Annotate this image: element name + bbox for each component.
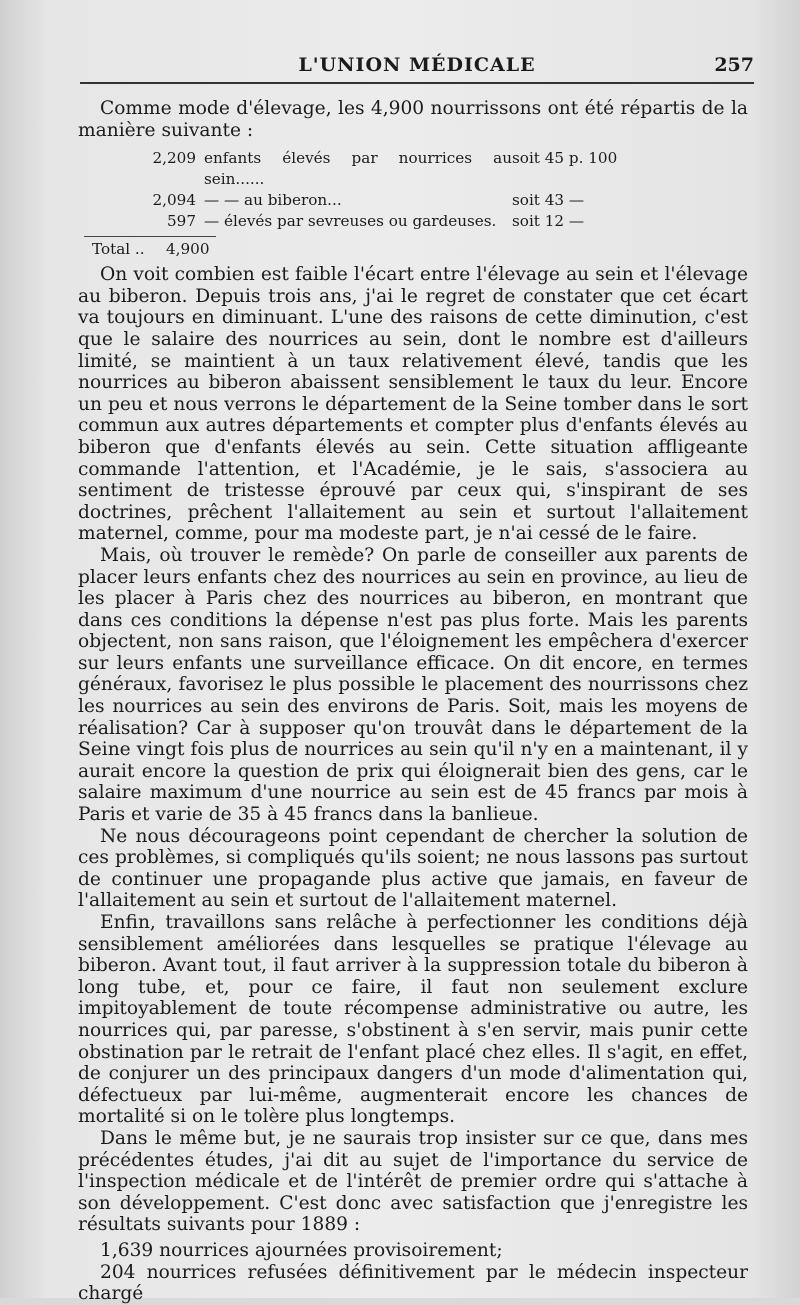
page-number: 257 (714, 54, 754, 76)
stats-share: soit 45 p. 100 (512, 149, 618, 168)
total-label: Total .. (92, 240, 145, 259)
paragraph: Ne nous décourageons point cependant de chercher la solution de ces problèmes, si compliqués qu'ils soient; ne nous lassons pas surtout de continuer une propagande plus active que jamais, en faveur de l'allaitement au sein et surtout de l'allaitement maternel. (78, 825, 748, 912)
body-text (78, 98, 748, 1305)
total-value: 4,900 (166, 240, 210, 259)
stats-share: soit 12 — (512, 212, 585, 231)
total-rule (84, 236, 216, 237)
stats-row (78, 190, 748, 211)
stats-description: enfants élevés par nourrices au sein...... (204, 149, 512, 189)
results-list (78, 1240, 748, 1305)
paragraph: Mais, où trouver le remède? On parle de conseiller aux parents de placer leurs enfants chez des nourrices au sein en province, au lieu de les placer à Paris chez des nourrices au biberon, en montrant que dans ces conditions la dépense n'est pas plus forte. Mais les parents objectent, non sans raison, que l'éloignement les empêchera d'exercer sur leurs enfants une surveillance efficace. On dit encore, en termes généraux, favorisez le plus possible le placement des nourrissons chez les nourrices au sein des environs de Paris. Soit, mais les moyens de réalisation? Car à supposer qu'on trouvât dans le département de la Seine vingt fois plus de nourrices au sein qu'il n'y en a maintenant, il y aurait encore la question de prix qui éloignerait bien des gens, car le salaire maximum d'une nourrice au sein est de 45 francs par mois à Paris et varie de 35 à 45 francs dans la banlieue. (78, 544, 748, 826)
running-title: L'UNION MÉDICALE (298, 54, 536, 76)
paragraph: Dans le même but, je ne saurais trop insister sur ce que, dans mes précédentes études, j'ai dit au sujet de l'importance du service de l'inspection médicale et de l'intérêt de premier ordre qui s'attache à son développement. C'est donc avec satisfaction que j'enregistre les résultats suivants pour 1889 : (78, 1127, 748, 1236)
paragraph: Enfin, travaillons sans relâche à perfectionner les conditions déjà sensiblement améliorées dans lesquelles se pratique l'élevage au biberon. Avant tout, il faut arriver à la suppression totale du biberon à long tube, et, pour ce faire, il faut non seulement exclure impitoyablement de toute récompense administrative ou autre, les nourrices qui, par paresse, s'obstinent à s'en servir, mais punir cette obstination par le retrait de l'enfant placé chez elles. Il s'agit, en effet, de conjurer un des principaux dangers d'un mode d'alimentation qui, défectueux par lui-même, augmenterait encore les chances de mortalité si on le tolère plus longtemps. (78, 912, 748, 1128)
list-item: 204 nourrices refusées définitivement par le médecin inspecteur chargé (78, 1261, 748, 1305)
stats-count: 597 (167, 212, 196, 231)
stats-total-row (78, 239, 748, 260)
stats-description: — — au biberon... (204, 191, 342, 210)
paragraph: On voit combien est faible l'écart entre l'élevage au sein et l'élevage au biberon. Depuis trois ans, j'ai le regret de constater que cet écart va toujours en diminuant. L'une des raisons de cette diminution, c'est que le salaire des nourrices au sein, dont le nombre est d'ailleurs limité, se maintient à un taux relativement élevé, tandis que les nourrices au biberon abaissent sensiblement le taux du leur. Encore un peu et nous verrons le département de la Seine tomber dans le sort commun aux autres départements et compter plus d'enfants élevés au biberon que d'enfants élevés au sein. Cette situation affligeante commande l'attention, et l'Académie, je le sais, s'associera au sentiment de tristesse éprouvé par ceux qui, s'inspirant de ses doctrines, prêchent l'allaitement au sein et surtout l'allaitement maternel, comme, pour ma modeste part, je n'ai cessé de le faire. (78, 264, 748, 545)
page-header (80, 52, 754, 84)
stats-share: soit 43 — (512, 191, 585, 210)
stats-count: 2,209 (152, 149, 196, 168)
stats-row (78, 211, 748, 232)
list-item: 1,639 nourrices ajournées provisoirement; (100, 1239, 503, 1261)
stats-description: — élevés par sevreuses ou gardeuses. (204, 212, 497, 231)
stats-count: 2,094 (152, 191, 196, 210)
intro-paragraph: Comme mode d'élevage, les 4,900 nourrissons ont été répartis de la manière suivante : (78, 98, 748, 141)
statistics-table (78, 148, 748, 260)
stats-row (78, 148, 748, 190)
